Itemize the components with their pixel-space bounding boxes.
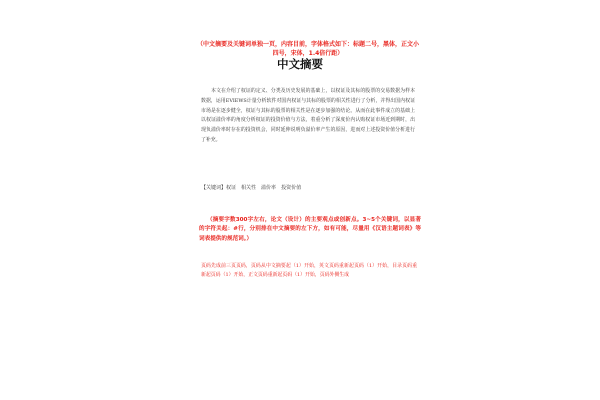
page-number-note: 页码先成前三页页码，页码从中文摘要起（1）开始，英文页码重新起页码（1）开始，目录页码重新起页码（1）开始，正文页码重新起页码（1）开始，页码外侧生成 [201, 263, 417, 278]
abstract-guideline-note: （摘要字数300字左右，论文（设计）的主要观点或创新点。3~5个关键词，以显著的字符关起：#行，分别排在中文摘要的左下方，如有可能，尽量用《汉语主题词表》等词表提供的规范词。） [199, 217, 421, 242]
keywords-label: 【关键词】 [201, 185, 227, 191]
keyword-item: 投资价值 [281, 185, 302, 191]
keyword-item: 溢价率 [261, 185, 277, 191]
format-instruction: （中文摘要及关键词单独一页，内容目前，字体格式如下：标题二号，黑体，正文小四号，宋体，1.4倍行距） [196, 41, 419, 57]
keywords-line [201, 184, 306, 191]
keyword-item: 权证 [226, 185, 237, 191]
keyword-item: 相关性 [241, 185, 257, 191]
page-title: 中文摘要 [277, 57, 323, 71]
abstract-body: 本文在介绍了权证的定义、分类及历史发展的基础上，以权证及其标的股票的交易数据为样本数据，运用EVIEWS计量分析软件对国内权证与其标的股票的相关性进行了分析，并得出国内权证市场是在逐步健全，权证与其标的股票的相关性是在逐步加强的结论。从而在此事件成立的基础上以权证溢价率的角度分析权证的投资价值与方法，着重分析了深度价内认购权证市场近到期时，出现负溢价率时存在的投资机会，同时延伸说明负溢价率产生的原因，进而对上述投资价值分析进行了补充。 [201, 88, 415, 143]
